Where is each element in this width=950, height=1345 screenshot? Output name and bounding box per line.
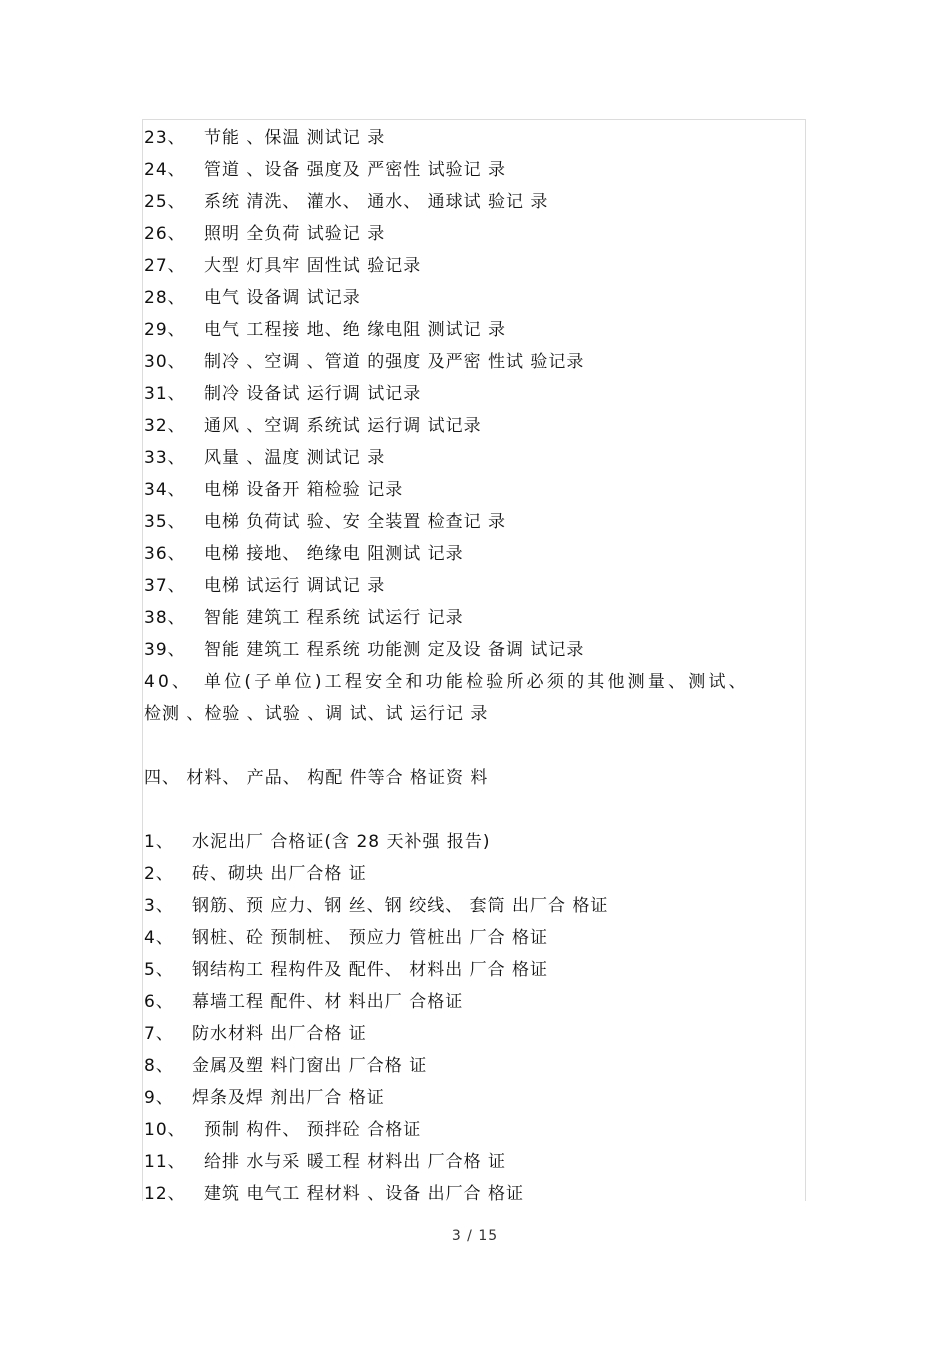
item-number: 2、 — [144, 864, 174, 884]
item-text: 节能 、保温 测试记 录 — [204, 128, 386, 148]
item-text: 建筑 电气工 程材料 、设备 出厂合 格证 — [204, 1184, 525, 1204]
item-text: 风量 、温度 测试记 录 — [204, 448, 386, 468]
item-number: 27、 — [144, 256, 186, 276]
list-item — [144, 1050, 804, 1082]
list-item — [144, 250, 804, 282]
item-text: 电梯 试运行 调试记 录 — [204, 576, 386, 596]
list-item — [144, 442, 804, 474]
item-text: 管道 、设备 强度及 严密性 试验记 录 — [204, 160, 507, 180]
list-item — [144, 506, 804, 538]
list-item — [144, 122, 804, 154]
list-item-40-continued — [144, 698, 804, 730]
item-text: 电梯 负荷试 验、安 全装置 检查记 录 — [204, 512, 507, 532]
item-number: 36、 — [144, 544, 186, 564]
list-item — [144, 346, 804, 378]
item-number: 28、 — [144, 288, 186, 308]
item-text: 砖、砌块 出厂合格 证 — [192, 864, 367, 884]
item-number: 24、 — [144, 160, 186, 180]
item-text: 水泥出厂 合格证(含 28 天补强 报告) — [192, 832, 491, 852]
item-text: 钢桩、砼 预制桩、 预应力 管桩出 厂合 格证 — [192, 928, 549, 948]
item-number: 37、 — [144, 576, 186, 596]
item-text: 钢结构工 程构件及 配件、 材料出 厂合 格证 — [192, 960, 549, 980]
item-number: 38、 — [144, 608, 186, 628]
item-number: 26、 — [144, 224, 186, 244]
list-item — [144, 602, 804, 634]
list-item — [144, 954, 804, 986]
spacer — [144, 730, 804, 762]
list-item — [144, 922, 804, 954]
list-item — [144, 570, 804, 602]
list-item — [144, 538, 804, 570]
item-number: 30、 — [144, 352, 186, 372]
spacer — [144, 794, 804, 826]
list-item — [144, 218, 804, 250]
item-number: 4、 — [144, 928, 174, 948]
item-text: 电气 工程接 地、绝 缘电阻 测试记 录 — [204, 320, 507, 340]
list-item — [144, 314, 804, 346]
item-number: 23、 — [144, 128, 186, 148]
list-item — [144, 1082, 804, 1114]
list-item — [144, 474, 804, 506]
item-number: 25、 — [144, 192, 186, 212]
item-number: 5、 — [144, 960, 174, 980]
item-number: 11、 — [144, 1152, 186, 1172]
item-text: 幕墙工程 配件、材 料出厂 合格证 — [192, 992, 464, 1012]
item-number: 35、 — [144, 512, 186, 532]
item-text: 金属及塑 料门窗出 厂合格 证 — [192, 1056, 428, 1076]
item-number: 33、 — [144, 448, 186, 468]
item-text: 钢筋、预 应力、钢 丝、钢 绞线、 套筒 出厂合 格证 — [192, 896, 609, 916]
section-4-list — [144, 826, 804, 1210]
list-item — [144, 986, 804, 1018]
list-item — [144, 186, 804, 218]
list-item — [144, 634, 804, 666]
item-number: 6、 — [144, 992, 174, 1012]
item-text: 电梯 接地、 绝缘电 阻测试 记录 — [204, 544, 464, 564]
section-3-list — [144, 122, 804, 666]
item-text: 照明 全负荷 试验记 录 — [204, 224, 386, 244]
item-text: 智能 建筑工 程系统 试运行 记录 — [204, 608, 464, 628]
page-indicator: 3 / 15 — [451, 1228, 499, 1244]
item-number: 31、 — [144, 384, 186, 404]
item-text-continued: 检测 、检验 、试验 、调 试、试 运行记 录 — [144, 704, 489, 724]
list-item — [144, 410, 804, 442]
item-number: 10、 — [144, 1120, 186, 1140]
item-text: 制冷 、空调 、管道 的强度 及严密 性试 验记录 — [204, 352, 585, 372]
item-text: 制冷 设备试 运行调 试记录 — [204, 384, 422, 404]
item-text: 预制 构件、 预拌砼 合格证 — [204, 1120, 422, 1140]
list-item — [144, 1146, 804, 1178]
list-item — [144, 826, 804, 858]
list-item — [144, 1114, 804, 1146]
list-item — [144, 282, 804, 314]
item-text: 给排 水与采 暖工程 材料出 厂合格 证 — [204, 1152, 507, 1172]
item-text: 通风 、空调 系统试 运行调 试记录 — [204, 416, 482, 436]
item-number: 9、 — [144, 1088, 174, 1108]
list-item — [144, 1178, 804, 1210]
item-text: 大型 灯具牢 固性试 验记录 — [204, 256, 422, 276]
item-number: 39、 — [144, 640, 186, 660]
item-number: 3、 — [144, 896, 174, 916]
item-number: 34、 — [144, 480, 186, 500]
item-text: 焊条及焊 剂出厂合 格证 — [192, 1088, 385, 1108]
list-item — [144, 154, 804, 186]
item-number: 7、 — [144, 1024, 174, 1044]
item-text: 系统 清洗、 灌水、 通水、 通球试 验记 录 — [204, 192, 549, 212]
item-number: 40、 — [144, 672, 193, 692]
item-text: 智能 建筑工 程系统 功能测 定及设 备调 试记录 — [204, 640, 585, 660]
item-number: 12、 — [144, 1184, 186, 1204]
section-4-heading: 四、 材料、 产品、 构配 件等合 格证资 料 — [144, 768, 489, 788]
document-content — [144, 122, 804, 1210]
list-item — [144, 378, 804, 410]
list-item — [144, 890, 804, 922]
item-text: 电气 设备调 试记录 — [204, 288, 361, 308]
item-number: 32、 — [144, 416, 186, 436]
list-item — [144, 1018, 804, 1050]
list-item-40 — [144, 666, 804, 698]
item-number: 1、 — [144, 832, 174, 852]
item-text: 防水材料 出厂合格 证 — [192, 1024, 367, 1044]
list-item — [144, 858, 804, 890]
item-text: 单位(子单位)工程安全和功能检验所必须的其他测量、测试、 — [204, 672, 749, 692]
item-number: 29、 — [144, 320, 186, 340]
item-number: 8、 — [144, 1056, 174, 1076]
item-text: 电梯 设备开 箱检验 记录 — [204, 480, 404, 500]
